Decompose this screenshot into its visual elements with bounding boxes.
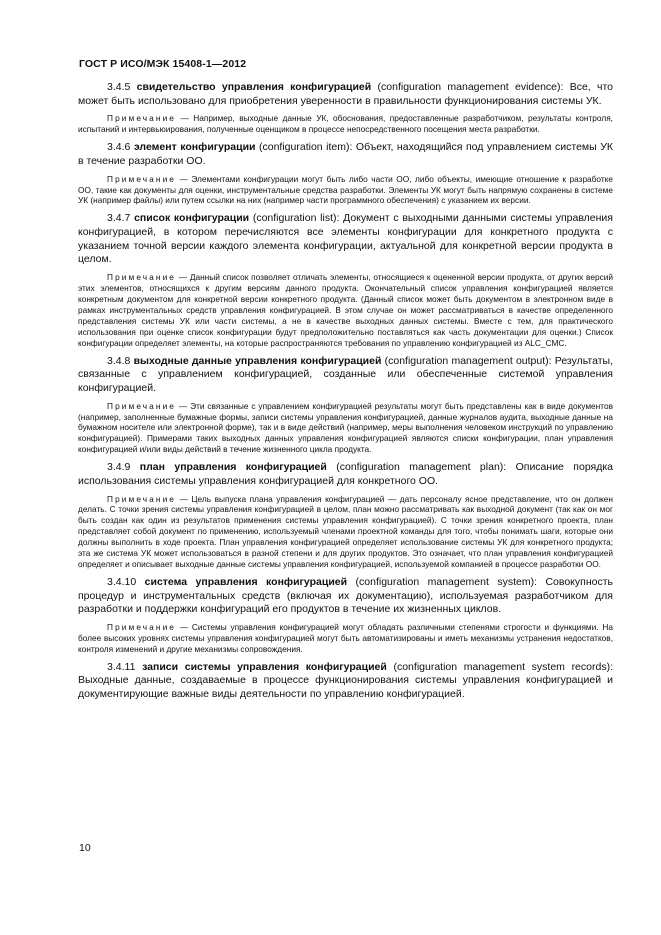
definition-body: (configuration management output): Результаты, связанные с управлением конфигурацией, созданные или обеспеченные системой управления конфигурацией. (78, 354, 613, 394)
note-text: — Элементами конфигурации могут быть либо части ОО, либо объекты, имеющие отношение к разработке ОО, такие как документы для оценки, инструментальные средства разработки. Элементы УК могут быть напрямую сохранены в системе УК (например файлы) или путем ссылки на них (например части программного обеспечения) с указанием их версии. (78, 173, 613, 206)
definition-3-4-10 (78, 576, 613, 655)
page-header: ГОСТ Р ИСО/МЭК 15408-1—2012 (79, 58, 247, 70)
note (78, 622, 613, 655)
document-body (78, 81, 613, 708)
note (78, 401, 613, 456)
clause-number: 3.4.7 (107, 212, 131, 225)
page-number: 10 (79, 842, 91, 854)
term: система управления конфигурацией (144, 575, 348, 588)
definition-text (78, 81, 613, 108)
definition-text (78, 461, 613, 488)
definition-text (78, 212, 613, 267)
definition-body: (configuration management system records): Выходные данные, создаваемые в процессе функционирования системы управления конфигурацией и документирующие важные виды деятельности по управлению конфигурацией. (78, 660, 613, 701)
note-label: Примечание (107, 493, 177, 504)
note-label: Примечание (107, 622, 177, 632)
term: свидетельство управления конфигурацией (136, 81, 372, 93)
definition-3-4-6 (78, 141, 613, 206)
note (78, 174, 613, 207)
definition-3-4-11 (78, 661, 613, 702)
term: план управления конфигурацией (139, 461, 327, 474)
clause-number: 3.4.8 (107, 354, 131, 367)
definition-body: (configuration item): Объект, находящийся под управлением системы УК в течение разработки ОО. (78, 141, 613, 167)
note-label: Примечание (107, 272, 177, 283)
definition-body: (configuration management system): Совокупность процедур и инструментальных средств (включая их документацию), используемая разработчиком для разработки и поддержки конфигураций его продуктов в течение их жизненных циклов. (78, 575, 613, 616)
definition-body: (configuration management evidence): Все, что может быть использовано для приобретения уверенности в правильности функционирования системы УК. (78, 81, 613, 107)
note-text: — Цель выпуска плана управления конфигурацией — дать персоналу ясное представление, что он должен делать. С точки зрения системы управления конфигурацией в целом, план можно рассматривать как выходной документ (так как он мог быть создан как один из результатов применения системы управления конфигурацией). С точки зрения конкретного проекта, план представляет собой документ по применению, используемый членами проектной команды для того, чтобы понимать шаги, которые они должны выполнить в ходе проекта. План управления конфигурацией определяет использование системы УК для конкретного продукта; эта же система УК может использоваться в разной степени и для других продуктов. Это означает, что план управления конфигурацией определяет и описывает выходные данные системы управления конфигурацией, используемой компанией в процессе разработки ОО. (78, 493, 613, 569)
clause-number: 3.4.11 (107, 660, 136, 673)
note-text: — Например, выходные данные УК, обоснования, предоставленные разработчиком, результаты контроля, испытаний и интервьюирования, полученные оценщиком в процессе непосредственного посещения места разработки. (78, 113, 613, 135)
note (78, 272, 613, 348)
note-label: Примечание (107, 173, 177, 184)
note-text: — Системы управления конфигурацией могут обладать различными степенями строгости и функциями. На более высоких уровнях системы управления конфигурацией могут быть автоматизированы и иметь механизмы устранения недостатков, контроля изменений и другие механизмы сопровождения. (78, 622, 613, 654)
clause-number: 3.4.9 (107, 461, 131, 474)
term: элемент конфигурации (133, 141, 256, 154)
definition-body: (configuration list): Документ с выходными данными системы управления конфигурацией, в котором перечисляются все элементы конфигурации для конкретного продукта с указанием точной версии каждого элемента конфигурации, актуальной для конкретной версии продукта в целом. (78, 212, 613, 266)
term: выходные данные управления конфигурацией (133, 354, 382, 367)
definition-body: (configuration management plan): Описание порядка использования системы управления конфигурацией для конкретного ОО. (78, 461, 614, 487)
note-text: — Эти связанные с управлением конфигурацией результаты могут быть представлены как в виде документов (например, заполненные бумажные формы, записи системы управления конфигурацией, данные журналов аудита, выходные данные на бумажном носителе или электронной форме), так и в виде действий (например, меры выполнения человеком инструкций по управлению конфигурацией). Примерами таких выходных данных управления конфигурацией являются списки конфигурации, план управления конфигурацией и/или виды действий в течение жизненного цикла продукта. (78, 400, 613, 455)
definition-3-4-8 (78, 355, 613, 456)
term: список конфигурации (134, 212, 250, 225)
definition-text (78, 661, 613, 702)
note-label: Примечание (107, 400, 177, 411)
definition-text (78, 141, 613, 168)
definition-3-4-5 (78, 81, 613, 135)
note (78, 494, 613, 570)
term: записи системы управления конфигурацией (142, 660, 387, 673)
definition-text (78, 576, 613, 617)
clause-number: 3.4.6 (107, 141, 131, 154)
clause-number: 3.4.10 (107, 575, 137, 588)
definition-3-4-9 (78, 461, 613, 570)
definition-3-4-7 (78, 212, 613, 348)
note-text: — Данный список позволяет отличать элементы, относящиеся к оцененной версии продукта, от других версий этих элементов, относящихся к другим версиям данного продукта. Окончательный список управления конфигурацией является конкретным документом для конкретной версии конкретного продукта. (Данный список может быть документом в электронном виде в рамках инструментальных средств управления конфигурацией. В этом случае он может рассматриваться в качестве определенного представления системы УК или части системы, а не в качестве выходных данных системы. Вместе с тем, для практического использования при оценке список конфигурации будут предположительно поставляться как часть документации для оценки.) Список конфигурации определяет элементы, на которые распространяются требования по управлению конфигурацией из ALC_CMC. (78, 272, 613, 348)
clause-number: 3.4.5 (107, 81, 131, 93)
note (78, 113, 613, 135)
note-label: Примечание (107, 113, 177, 124)
definition-text (78, 355, 613, 396)
